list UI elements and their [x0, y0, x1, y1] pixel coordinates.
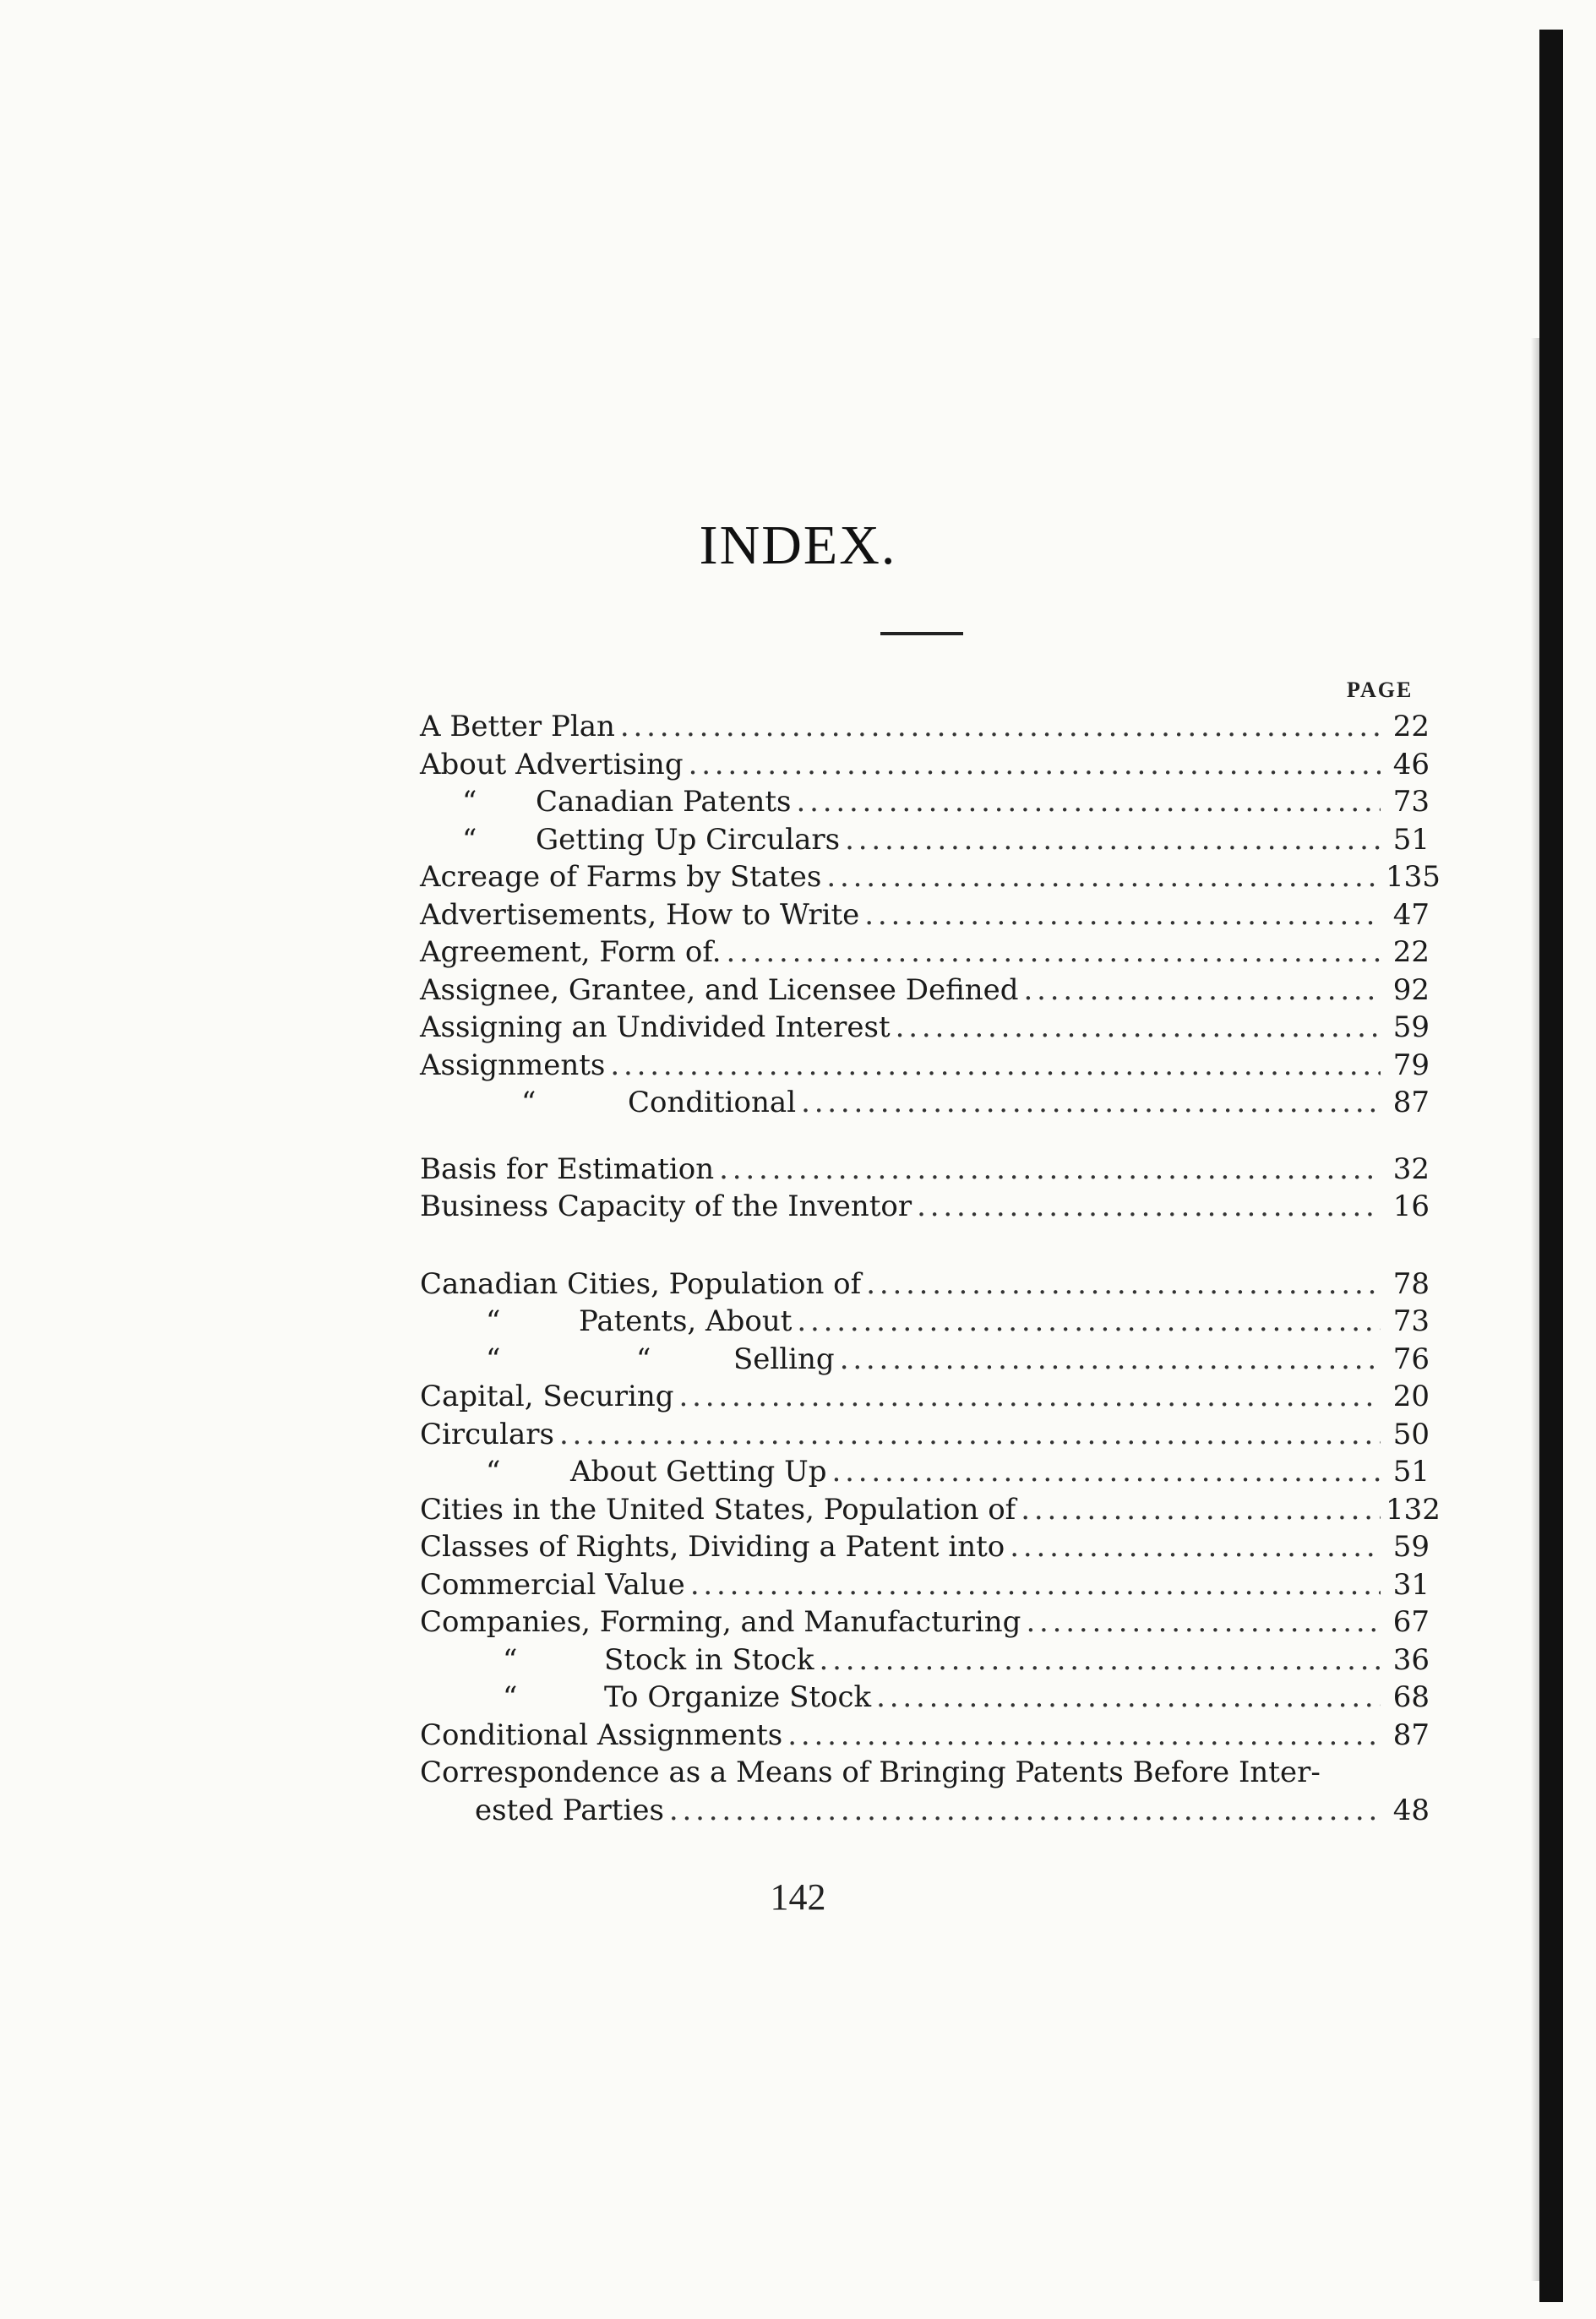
index-entry [420, 1188, 1430, 1226]
entry-label-wrap [420, 1641, 814, 1679]
index-entry [420, 1754, 1430, 1792]
dot-leader [690, 1566, 1381, 1604]
dot-leader [845, 821, 1381, 859]
index-entry [420, 934, 1430, 972]
entry-page: 22 [1392, 935, 1430, 969]
entry-label-continued: ested Parties [475, 1793, 664, 1827]
dot-leader [796, 783, 1381, 821]
entry-label: Conditional Assignments [420, 1717, 783, 1752]
entry-label: Canadian Patents [536, 785, 792, 819]
entry-label: Basis for Estimation [420, 1151, 715, 1186]
dot-leader [719, 1151, 1381, 1189]
section-gap [420, 1226, 1430, 1266]
dot-leader [559, 1416, 1381, 1454]
entry-label: Conditional [628, 1086, 797, 1119]
dot-leader [669, 1792, 1381, 1830]
entry-label: Business Capacity of the Inventor [420, 1189, 912, 1223]
index-entry [420, 1679, 1430, 1717]
entry-page: 78 [1392, 1266, 1430, 1301]
entry-page: 51 [1392, 822, 1430, 857]
entry-label: Canadian Cities, Population of [420, 1266, 862, 1301]
entry-page: 73 [1392, 1304, 1430, 1338]
entry-page: 59 [1392, 1010, 1430, 1044]
entry-label-wrap [420, 821, 840, 859]
dot-leader [727, 934, 1381, 972]
index-entry [420, 821, 1430, 859]
dot-leader [820, 1641, 1381, 1679]
entry-label: About Advertising [420, 747, 684, 781]
entry-label-wrap [420, 1679, 871, 1717]
page-title: INDEX. [699, 514, 897, 576]
ditto-mark: “ [486, 1455, 501, 1489]
entry-label: Commercial Value [420, 1567, 685, 1602]
index-entry [420, 972, 1430, 1010]
index-entry [420, 896, 1430, 934]
index-entry [420, 858, 1441, 896]
dot-leader [840, 1341, 1381, 1379]
entry-page: 68 [1392, 1680, 1430, 1714]
entry-label: About Getting Up [570, 1455, 827, 1489]
entry-page: 87 [1392, 1717, 1430, 1752]
index-entry-continued [420, 1792, 1430, 1830]
entry-label-wrap [420, 783, 791, 821]
entry-label-wrap [420, 1341, 835, 1379]
dot-leader [826, 858, 1381, 896]
index-entry [420, 1603, 1430, 1641]
entry-page: 46 [1392, 747, 1430, 781]
index-entry [420, 1378, 1430, 1416]
index-entry [420, 783, 1430, 821]
dot-leader [866, 1266, 1381, 1304]
index-entry [420, 1717, 1430, 1755]
entry-label: Assignments [420, 1048, 606, 1082]
dot-leader [1024, 972, 1381, 1010]
index-entries [420, 708, 1441, 1829]
index-entry [420, 1084, 1430, 1122]
entry-page: 73 [1392, 785, 1430, 819]
index-entry [420, 1151, 1430, 1189]
page-edge-bar [1539, 30, 1563, 2302]
index-entry [420, 1641, 1430, 1679]
entry-label-wrap [420, 1303, 792, 1341]
ditto-mark: “ [486, 1304, 501, 1338]
dot-leader [896, 1009, 1381, 1047]
dot-leader [1021, 1491, 1381, 1529]
entry-page: 32 [1392, 1151, 1430, 1186]
entry-page: 135 [1386, 860, 1441, 894]
entry-page: 31 [1392, 1567, 1430, 1602]
dot-leader [876, 1679, 1381, 1717]
entry-label: Capital, Securing [420, 1380, 674, 1413]
entry-label: Getting Up Circulars [536, 822, 841, 857]
dot-leader [679, 1378, 1381, 1416]
ditto-mark: “ [521, 1086, 537, 1119]
index-entry [420, 1047, 1430, 1085]
dot-leader [832, 1453, 1381, 1491]
entry-page: 59 [1392, 1530, 1430, 1564]
entry-page: 51 [1392, 1455, 1430, 1489]
ditto-mark: “ [462, 785, 477, 819]
dot-leader [1010, 1528, 1381, 1566]
dot-leader [610, 1047, 1381, 1085]
entry-page: 79 [1392, 1048, 1430, 1082]
entry-page: 50 [1392, 1417, 1430, 1451]
entry-label-wrap [420, 1453, 827, 1491]
index-entry [420, 1416, 1430, 1454]
entry-page: 67 [1392, 1605, 1430, 1639]
entry-label: Advertisements, How to Write [420, 897, 860, 932]
entry-label: Companies, Forming, and Manufacturing [420, 1605, 1021, 1639]
page-number: 142 [770, 1876, 826, 1918]
dot-leader [787, 1717, 1381, 1755]
page-column-header: PAGE [1347, 678, 1414, 702]
entry-page: 132 [1386, 1492, 1441, 1527]
entry-page: 87 [1392, 1086, 1430, 1119]
ditto-mark: “ [503, 1642, 518, 1677]
entry-page: 92 [1392, 972, 1430, 1007]
index-entry [420, 1453, 1430, 1491]
dot-leader [797, 1303, 1381, 1341]
index-entry [420, 1566, 1430, 1604]
entry-page: 48 [1392, 1793, 1430, 1827]
entry-page: 16 [1392, 1189, 1430, 1223]
entry-label: Correspondence as a Means of Bringing Patents Before Inter- [420, 1756, 1321, 1789]
ditto-mark: “ [503, 1680, 518, 1714]
index-entry [420, 708, 1430, 746]
entry-label: Assigning an Undivided Interest [420, 1010, 891, 1044]
entry-page: 22 [1392, 710, 1430, 743]
dot-leader [1026, 1603, 1381, 1641]
index-entry [420, 1341, 1430, 1379]
dot-leader [689, 746, 1381, 784]
entry-label: Circulars [420, 1417, 554, 1451]
dot-leader [620, 708, 1381, 746]
index-entry [420, 1528, 1430, 1566]
entry-label: Patents, About [579, 1304, 793, 1338]
entry-label: Selling [733, 1342, 835, 1376]
entry-label: Agreement, Form of. [420, 935, 722, 969]
ditto-mark: “ [486, 1342, 501, 1376]
entry-label: Cities in the United States, Population of [420, 1492, 1016, 1527]
ditto-mark: “ [636, 1342, 651, 1376]
title-rule [880, 632, 963, 635]
index-entry [420, 1491, 1441, 1529]
entry-label: Acreage of Farms by States [420, 860, 822, 894]
dot-leader [917, 1188, 1381, 1226]
ditto-mark: “ [462, 822, 477, 857]
index-entry [420, 746, 1430, 784]
entry-label: To Organize Stock [604, 1680, 872, 1714]
entry-page: 76 [1392, 1342, 1430, 1376]
index-entry [420, 1303, 1430, 1341]
dot-leader [864, 896, 1381, 934]
entry-label: Classes of Rights, Dividing a Patent into [420, 1530, 1005, 1564]
entry-label: Stock in Stock [604, 1642, 814, 1677]
entry-label: A Better Plan [420, 710, 615, 743]
index-entry [420, 1266, 1430, 1304]
entry-label-wrap [420, 1084, 796, 1122]
section-gap [420, 1122, 1430, 1151]
entry-page: 20 [1392, 1380, 1430, 1413]
dot-leader [801, 1084, 1381, 1122]
entry-page: 36 [1392, 1642, 1430, 1677]
entry-page: 47 [1392, 897, 1430, 932]
index-entry [420, 1009, 1430, 1047]
entry-label: Assignee, Grantee, and Licensee Defined [420, 972, 1019, 1007]
